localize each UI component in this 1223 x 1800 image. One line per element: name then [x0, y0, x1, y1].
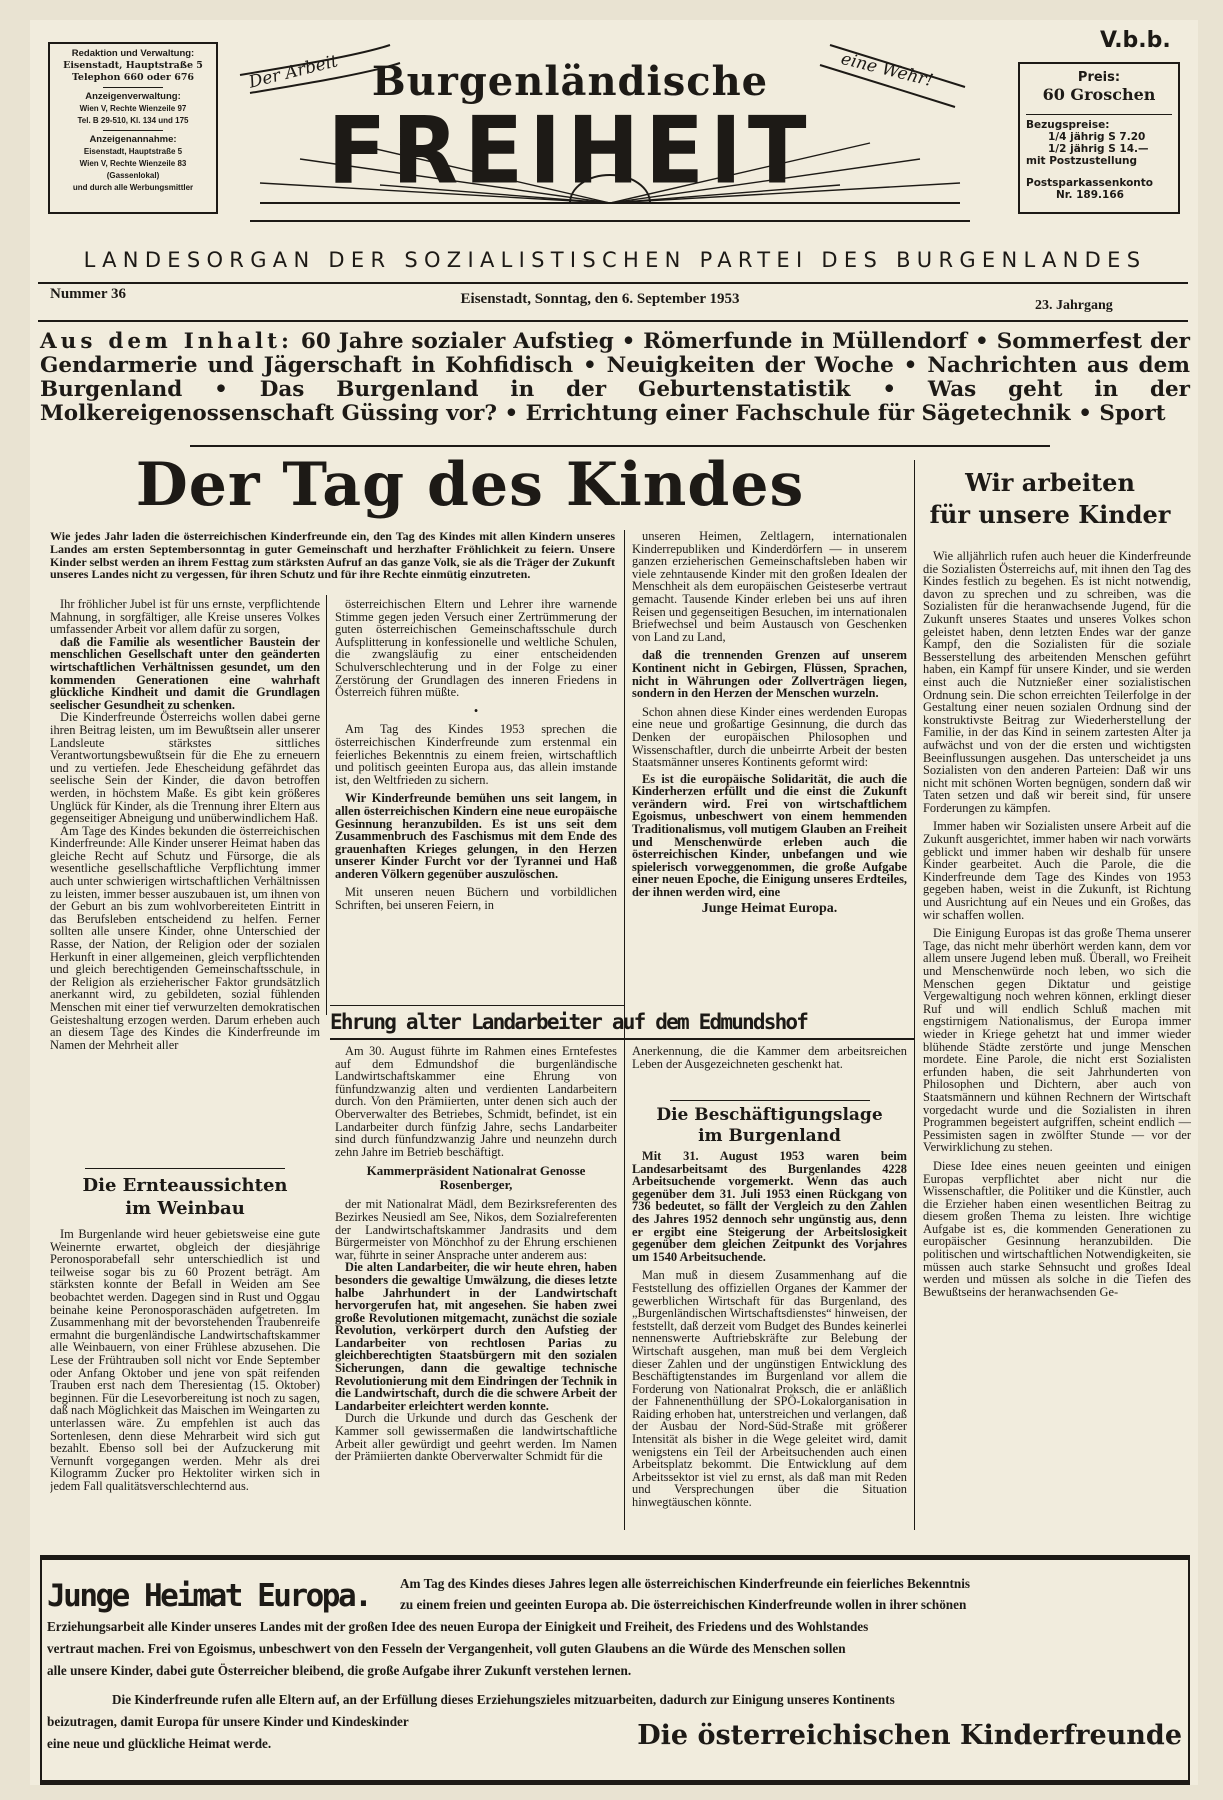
postsparkasse-nr: Nr. 189.166	[1056, 189, 1124, 201]
price-value: 60 Groschen	[1042, 85, 1156, 104]
right-article-body: Wie alljährlich rufen auch heuer die Kinderfreunde die Sozialisten Österreichs auf, mit ihnen den Tag des Kindes festlich zu begehen. Es ist nicht notwendig, davon zu sprechen und zu schreiben, was die Sozialisten für die heranwachsende Jugend, für die Zukunft unseres Staates und unseres Volkes schon geleistet haben, denn letzten Endes war der ganze Kampf, den die Sozialisten für die soziale Besserstellung des arbeitenden Menschen geführt haben, ein Kampf für unsere Kinder, und sie werden einst auch die Nutznießer einer sozialistischen Ordnung sein. Die schon erreichten Teilerfolge in der Gestaltung einer neuen sozialen Ordnung sind der konstruktivste Beitrag zur Wiederherstellung der Familie, in der das Kind in seinem zartesten Alter ja aufwächst und von der die ersten und wichtigsten Beeinflussungen ausgehen. Das unterscheidet ja uns Sozialisten von den anderen Parteien: Daß wir uns nicht mit schönen Worten begnügen, sondern daß wir Taten setzen und daß wir bereit sind, für unsere Forderungen zu kämpfen. Immer haben wir Sozialisten unsere Arbeit auf die Zukunft ausgerichtet, immer haben wir nach vorwärts geblickt und immer haben wir deshalb für unsere Kinder gearbeitet. Auch die Parole, die die Kinderfreunde dem Tage des Kindes von 1953 gegeben haben, weist in die Zukunft, ist Richtung und Ausrichtung auf ein Neues und ein Großes, das wir schaffen wollen. Die Einigung Europas ist das große Thema unserer Tage, das nicht mehr überhört werden kann, dem vor allem unsere Jugend leben muß. Überall, wo Freiheit und Menschenwürde noch leben, wo sich die Menschen gegen Diktatur und geistige Vergewaltigung noch wehren können, erklingt dieser Ruf und will endlich Schluß machen mit engstirnigem Nationalismus, der Europa immer wieder in Kriege gehetzt hat und immer wieder blühende Städte zerstörte und junge Menschen mordete. Eine Parole, die nicht erst Sozialisten erfunden haben, die seit Jahrhunderten von Philosophen und Dichtern, aber auch von Staatsmännern und kühnen Rechnern der Wirtschaft vorgedacht wurde und die Sozialisten in ihren Programmen begeistert aufgriffen, scheint endlich — Pessimisten sagen in zwölfter Stunde — vor der Verwirklichung zu stehen. Diese Idee eines neuen geeinten und einigen Europas verpflichtet aber nicht nur die Wissenschaftler, die Politiker und die Künstler, auch die Erzieher haben einen wesentlichen Beitrag zu diesem großen Thema zu leisten. Ihre wichtige Aufgabe ist es, die kommenden Generationen zu europäischer Gesinnung heranzubilden. Die politischen und wirtschaftlichen Notwendigkeiten, sie müssen auch starke Sehnsucht und großes Ideal werden und müssen als solche in die Tiefen des Bewußtseins der heranwachsenden Ge-	[923, 550, 1191, 1299]
inhalt-box	[40, 330, 1190, 426]
main-article-col2: österreichischen Eltern und Lehrer ihre warnende Stimme gegen jeden Versuch einer Zertrümmerung der guten österreichischen Gemeinschaftsschule durch Aufsplitterung in konfessionelle und weltliche Schulen, die zwangsläufig zu einer entscheidenden Schulverschlechterung und in der Folge zu einer Zerstörung der Grundlagen des inneren Friedens in Österreich führen müßte. • Am Tag des Kindes 1953 sprechen die österreichischen Kinderfreunde zum erstenmal ein feierliches Bekenntnis zu einem freien, wirtschaftlich und politisch geeinten Europa aus, das allein imstande ist, den Weltfrieden zu sichern. Wir Kinderfreunde bemühen uns seit langem, in allen österreichischen Kindern eine neue europäische Gesinnung heranzubilden. Es ist uns seit dem Zusammenbruch des Faschismus mit dem Ende des grauenhaften Krieges gelungen, in den Herzen unserer Kinder Furcht vor der Tyrannei und Haß anderen Völkern gegenüber auszulöschen. Mit unseren neuen Büchern und vorbildlichen Schriften, bei unseren Feiern, in	[335, 598, 617, 913]
beschaeftigung-title-line1: Die Beschäftigungslage	[656, 1105, 883, 1125]
redaktion-line: und durch alle Werbungsmittler	[72, 183, 194, 192]
footer-line: vertraut machen. Frei von Egoismus, unbeschwert von den Fesseln der Vergangenheit, voll guten Glaubens an die Würde des Menschen sollen	[47, 1641, 846, 1656]
ernte-title-line1: Die Ernteaussichten	[82, 1175, 288, 1196]
footer-signature: Die österreichischen Kinderfreunde	[637, 1720, 1182, 1751]
footer-line: alle unsere Kinder, dabei gute Österreicher bleibend, die große Aufgabe ihrer Zukunft verstehen lernen.	[47, 1663, 632, 1678]
inhalt-label: Aus dem Inhalt:	[40, 329, 293, 354]
main-article-lead: Wie jedes Jahr laden die österreichischen Kinderfreunde ein, den Tag des Kindes mit allen Kindern unseres Landes am ersten Septembersonntag in guter Gemeinschaft und herzhafter Fröhlichkeit zu feiern. Unsere Kinder selbst werden an ihrem Festtag zum stärksten Aufruf an das ganze Volk, sie als die Träger der Zukunft unseres Landes nicht zu vergessen, für ihren Schutz und für ihre Rechte einmütig einzutreten.	[50, 530, 615, 582]
footer-line: eine neue und glückliche Heimat werde.	[47, 1736, 272, 1751]
footer-line: Erziehungsarbeit alle Kinder unseres Landes mit der großen Idee des neuen Europa der Einigkeit und Freiheit, des Friedens und des Wohlstandes	[47, 1619, 869, 1634]
bezug-line: mit Postzustellung	[1026, 155, 1138, 167]
right-article-title-line2: für unsere Kinder	[929, 500, 1171, 529]
ernte-title-line2: im Weinbau	[125, 1198, 245, 1219]
main-article-col1: Ihr fröhlicher Jubel ist für uns ernste, verpflichtende Mahnung, in sorgfältiger, alle Kreise unseres Volkes umfassender Arbeit vor allem dafür zu sorgen, daß die Familie als wesentlicher Baustein der menschlichen Gesellschaft unter den geänderten wirtschaftlichen Verhältnissen gesundet, um den kommenden Generationen eine wahrhaft glückliche Kindheit und damit die Grundlagen seelischer Gesundheit zu schenken. Die Kinderfreunde Österreichs wollen dabei gerne ihren Beitrag leisten, um im Bewußtsein aller unserer Landsleute stärkstes sittliches Verantwortungsbewußtsein für die Ehe zu erneuern und zu vertiefen. Jede Ehescheidung gefährdet das seelische Sein der Kinder, die davon betroffen werden, in höchstem Maße. Es gibt kein größeres Unglück für Kinder, als die Trennung ihrer Eltern aus gegenseitiger Abneigung und unüberwindlichem Haß. Am Tage des Kindes bekunden die österreichischen Kinderfreunde: Alle Kinder unserer Heimat haben das gleiche Recht auf Schutz und Fürsorge, die als wesentliche gesellschaftliche Verpflichtung immer auch unter schwierigen wirtschaftlichen Verhältnissen zu leisten, immer besser auszubauen ist, um ihnen von der Geburt an bis zum wohlvorbereiteten Eintritt in das Berufsleben entscheidend zu helfen. Ferner sollten alle unsere Kinder, ohne Unterschied der Rasse, der Nation, der Religion oder der sozialen Herkunft in einer allgemeinen, gleich verpflichtenden und gleich berechtigenden Gemeinschaftsschule, in der Religion als erzieherischer Faktor grundsätzlich anerkannt wird, zu gebildeten, sozial fühlenden Menschen mit einer tief verwurzelten demokratischen Geisteshaltung erzogen werden. Darum erheben auch an diesem Tage des Kindes die Kinderfreunde im Namen der Mehrheit aller	[50, 598, 320, 1052]
newspaper-page	[30, 20, 1198, 1785]
main-article-title: Der Tag des Kindes	[135, 450, 805, 520]
jahrgang: 23. Jahrgang	[1035, 298, 1113, 313]
slogan-right: eine Wehr!	[838, 48, 935, 92]
redaktion-line: Eisenstadt, Hauptstraße 5	[83, 147, 183, 156]
redaktion-line: Anzeigenannahme:	[89, 134, 177, 145]
redaktion-line: Tel. B 29-510, Kl. 134 und 175	[77, 116, 189, 125]
price-box	[1018, 62, 1180, 214]
organ-line: LANDESORGAN DER SOZIALISTISCHEN PARTEI DES BURGENLANDES	[83, 248, 1147, 272]
redaktion-line: Redaktion und Verwaltung:	[71, 48, 195, 59]
bezug-line: 1/4 jährig S 7.20	[1048, 131, 1146, 143]
masthead-title-line1: Burgenländische	[371, 58, 769, 105]
beschaeftigung-body: Mit 31. August 1953 waren beim Landesarbeitsamt des Burgenlandes 4228 Arbeitsuchende vorgemerkt. Wenn das auch gegenüber dem 31. Juli 1953 einen Rückgang von 736 bedeutet, so fällt der Vergleich zu den Zahlen des Jahres 1952 dennoch sehr ungünstig aus, denn er ergibt eine Steigerung der Arbeitslosigkeit gegenüber dem gleichen Zeitpunkt des Vorjahres um 1540 Arbeitsuchende. Man muß in diesem Zusammenhang auf die Feststellung des offiziellen Organes der Kammer der gewerblichen Wirtschaft für das Burgenland, des „Burgenländischen Wirtschaftsdienstes“ hinweisen, der feststellt, daß derzeit vom Budget des Bundes keinerlei nennenswerte Auftriebskräfte zur Belebung der Wirtschaft ausgehen, man muß bei dem Vergleich dieser Zahlen und der ungünstigen Entwicklung des Beschäftigtenstandes im Burgenland vor allem die Forderung von Nationalrat Proksch, die er anläßlich der Fahnenenthüllung der SPÖ-Lokalorganisation in Raiding erhoben hat, unterstreichen und verlangen, daß der Ausbau der Nord-Süd-Straße mit größerer Intensität als bisher in die Wege geleitet wird, damit wenigstens ein Teil der Arbeitsuchenden auch einen Arbeitsplatz bekommt. Die Entwicklung auf dem Arbeitssektor ist viel zu ernst, als daß man mit Reden und Versprechungen über die Situation hinwegtäuschen könnte.	[632, 1150, 907, 1510]
redaktion-line: Eisenstadt, Hauptstraße 5	[63, 60, 203, 71]
redaktion-line: Telephon 660 oder 676	[71, 72, 195, 83]
ernte-article-body: Im Burgenlande wird heuer gebietsweise eine gute Weinernte erwartet, obgleich der diesjährige Peronosporabefall sehr unterschiedlich ist und teilweise sogar bis zu 60 Prozent beträgt. Am stärksten konnte der Befall in Weiden am See beobachtet werden. Dagegen sind in Rust und Oggau beinahe keine Peronosporaschäden aufgetreten. Im Zusammenhang mit der bevorstehenden Traubenreife ermahnt die burgenländische Landwirtschaftskammer alle Weinbauern, von einer Frühlese abzusehen. Die Lese der Frühtrauben soll nicht vor Ende September oder Anfang Oktober und jene von spät reifenden Trauben erst nach dem Theresientag (15. Oktober) beginnen. Für die Lesevorbereitung ist noch zu sagen, daß nach Möglichkeit das Maischen im Weingarten zu unterlassen wäre. Zu empfehlen ist auch das Sortenlesen, denn diese Mehrarbeit wird sich gut bezahlt. Ebenso soll bei der Aufzuckerung mit Vernunft vorgegangen werden. Mehr als drei Kilogramm Zucker pro Hektoliter wirken sich in jedem Fall qualitätsverschlechternd aus.	[50, 1228, 320, 1493]
right-article-title-line1: Wir arbeiten	[965, 468, 1135, 497]
footer-box	[40, 1555, 1190, 1785]
footer-line: zu einem freien und geeinten Europa ab. Die österreichischen Kinderfreunde wollen in ihrer schönen	[400, 1597, 967, 1612]
inhalt-text: 60 Jahre sozialer Aufstieg • Römerfunde in Müllendorf • Sommerfest der Gendarmerie und Jägerschaft in Kohfidisch • Neuigkeiten der Woche • Nachrichten aus dem Burgenland • Das Burgenland in der Geburtenstatistik • Was geht in der Molkereigenossenschaft Güssing vor? • Errichtung einer Fachschule für Sägetechnik • Sport	[40, 329, 1190, 426]
ehrung-article-col1: Am 30. August führte im Rahmen eines Erntefestes auf dem Edmundshof die burgenländische Landwirtschaftskammer eine Ehrung von fünfundzwanzig alten und verdienten Landarbeitern durch. Von den Prämiierten, unter denen sich auch der Oberverwalter des Betriebes, Schmidt, befindet, ist ein Landarbeiter durch fünfzig Jahre, sechs Landarbeiter sind durch fünfundzwanzig Jahre und neunzehn durch zehn Jahre im Betrieb beschäftigt. Kammerpräsident Nationalrat Genosse Rosenberger, der mit Nationalrat Mädl, dem Bezirksreferenten des Bezirkes Neusiedl am See, Nikos, dem Sozialreferenten der Landwirtschaftskammer Jandrasits und dem Bürgermeister von Mönchhof zu der Ehrung erschienen war, führte in seiner Ansprache unter anderem aus: Die alten Landarbeiter, die wir heute ehren, haben besonders die gewaltige Umwälzung, die dieses letzte halbe Jahrhundert in der Landwirtschaft hervorgerufen hat, mit angesehen. Sie haben zwei große Revolutionen mitgemacht, zunächst die soziale Revolution, verkörpert durch den Aufstieg der Landarbeiter von rechtlosen Parias zu gleichberechtigten Staatsbürgern mit den sozialen Sicherungen, dann die gewaltige technische Revolutionierung mit dem Eindringen der Technik in die Landwirtschaft, durch die die schwere Arbeit der Landarbeiter erleichtert werden konnte. Durch die Urkunde und durch das Geschenk der Kammer soll gewissermaßen die landwirtschaftliche Arbeit aller gewürdigt und geehrt werden. Im Namen der Prämiierten dankte Oberverwalter Schmidt für die	[335, 1045, 617, 1464]
corner-mark: V.b.b.	[1100, 28, 1171, 53]
footer-title: Junge Heimat Europa.	[47, 1578, 371, 1614]
ehrung-article-title: Ehrung alter Landarbeiter auf dem Edmundshof	[330, 1010, 808, 1034]
redaktion-line: Anzeigenverwaltung:	[85, 91, 181, 102]
price-label: Preis:	[1077, 70, 1121, 85]
redaktion-line: Wien V, Rechte Wienzeile 83	[79, 159, 187, 168]
slogan-left: Der Arbeit	[246, 51, 340, 93]
issue-number: Nummer 36	[50, 286, 126, 302]
ehrung-article-col2: Anerkennung, die die Kammer dem arbeitsreichen Leben der Ausgezeichneten geschenkt hat.	[632, 1045, 907, 1071]
dateline: Eisenstadt, Sonntag, den 6. September 1953	[460, 291, 740, 307]
redaktion-box	[48, 42, 218, 214]
main-article-col3: unseren Heimen, Zeltlagern, internationalen Kinderrepubliken und Kinderdörfern — in unserem ganzen erzieherischen Gemeinschaftsleben haben wir viele zehntausende Kinder mit den großen Idealen der Menschheit als dem europäischen Geisteserbe vertraut gemacht. Tausende Kinder erleben bei uns auf ihren Reisen und gegenseitigen Besuchen, im internationalen Briefwechsel und beim Austausch von Geschenken von Land zu Land, daß die trennenden Grenzen auf unserem Kontinent nicht in Gebirgen, Flüssen, Sprachen, nicht in Währungen oder Zollverträgen liegen, sondern in den Herzen der Menschen wurzeln. Schon ahnen diese Kinder eines werdenden Europas eine neue und großartige Gesinnung, die durch das Denken der europäischen Philosophen und Wissenschaftler, durch die unbeirrte Arbeit der besten Staatsmänner unseres Kontinents geformt wird: Es ist die europäische Solidarität, die auch die Kinderherzen erfüllt und die einst die Zukunft verändern wird. Frei von wirtschaftlichem Egoismus, unbeschwert von einem hemmenden Traditionalismus, voll mutigem Glauben an Freiheit und Menschenwürde erleben auch die österreichischen Kinder, unbefangen und wie spielerisch vorweggenommen, die große Aufgabe einer neuen Epoche, die Einigung unseres Erdteiles, der ihnen werden wird, eine Junge Heimat Europa.	[632, 530, 907, 916]
footer-line: Die Kinderfreunde rufen alle Eltern auf, an der Erfüllung dieses Erziehungszieles mitzuarbeiten, dadurch zur Einigung unseres Kontinents	[112, 1692, 895, 1707]
redaktion-line: (Gassenlokal)	[106, 171, 160, 180]
beschaeftigung-title-line2: im Burgenland	[698, 1126, 841, 1146]
footer-line: beizutragen, damit Europa für unsere Kinder und Kindeskinder	[47, 1714, 409, 1729]
postsparkasse: Postsparkassenkonto	[1026, 177, 1153, 189]
masthead-title-line2: FREIHEIT	[327, 97, 813, 205]
bezugspreise-label: Bezugspreise:	[1026, 119, 1110, 131]
bezug-line: 1/2 jährig S 14.—	[1048, 143, 1149, 155]
redaktion-line: Wien V, Rechte Wienzeile 97	[79, 104, 187, 113]
footer-line: Am Tag des Kindes dieses Jahres legen alle österreichischen Kinderfreunde ein feierliches Bekenntnis	[400, 1576, 970, 1591]
